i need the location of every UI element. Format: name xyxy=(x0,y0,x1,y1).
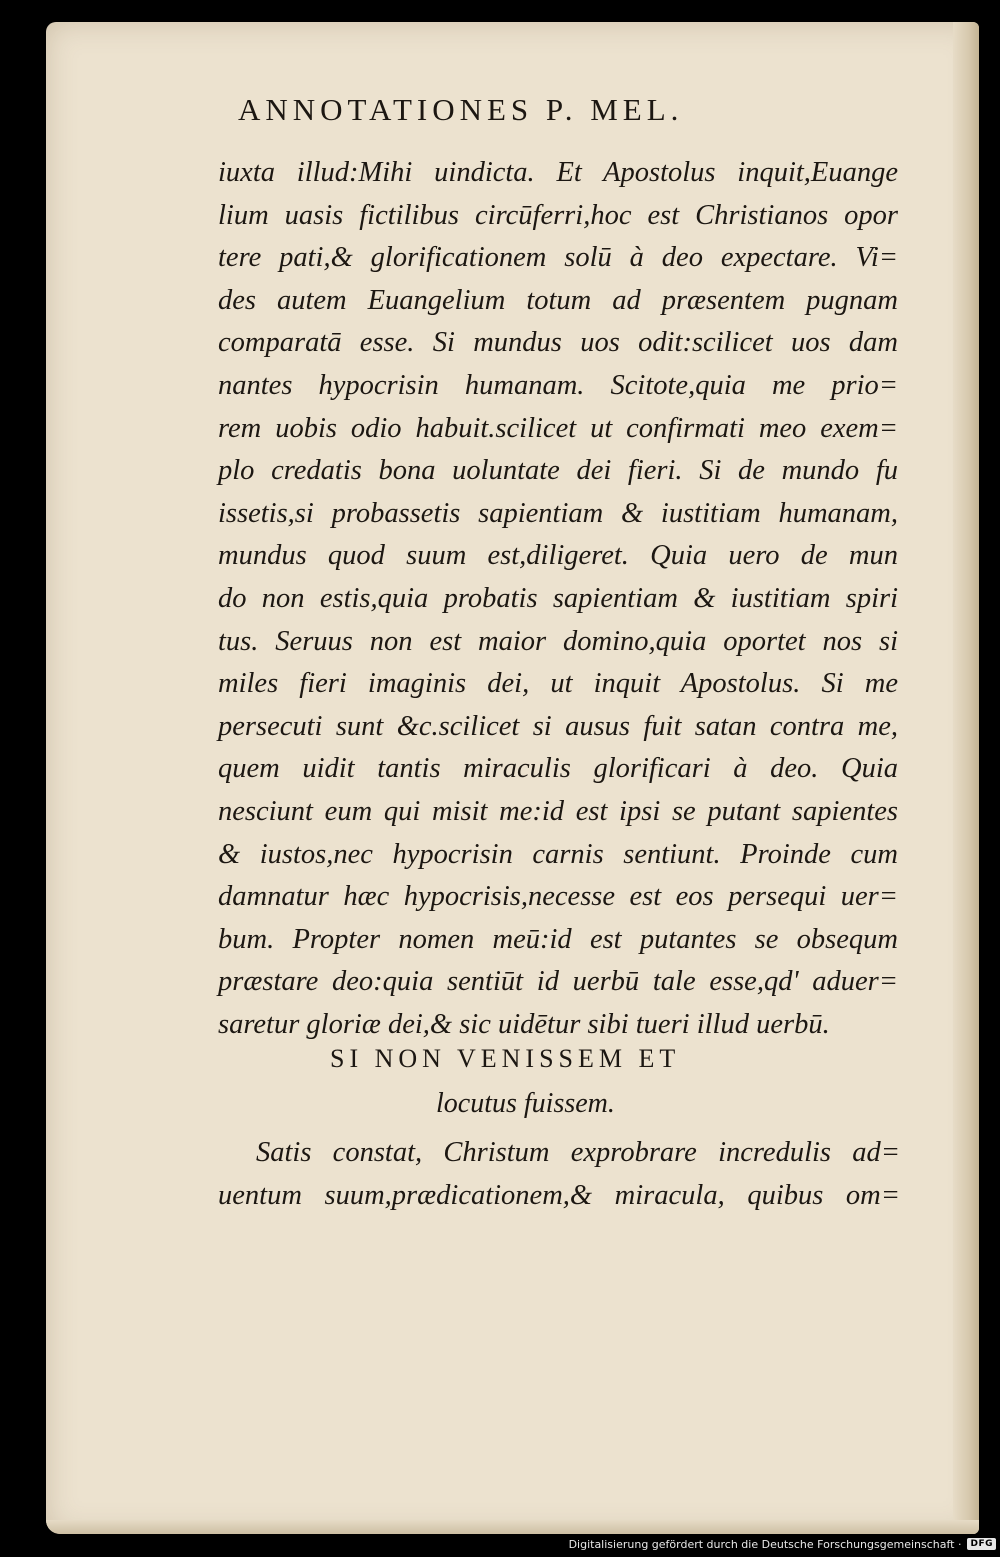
text-line: tere pati,& glorificationem solū à deo expectare. Vi= xyxy=(218,242,898,274)
text-line: comparatā esse. Si mundus uos odit:scilicet uos dam xyxy=(218,327,898,359)
section-subheading: locutus fuissem. xyxy=(436,1088,615,1119)
dfg-logo: DFG xyxy=(967,1538,996,1550)
text-line: do non estis,quia probatis sapientiam & iustitiam spiri xyxy=(218,582,898,614)
credit-text: Digitalisierung gefördert durch die Deutsche Forschungsgemeinschaft · xyxy=(568,1537,962,1551)
text-line: des autem Euangelium totum ad præsentem pugnam xyxy=(218,284,898,316)
text-line: tus. Seruus non est maior domino,quia oportet nos si xyxy=(218,625,898,657)
section-heading: SI NON VENISSEM ET xyxy=(330,1044,681,1073)
text-line: plo credatis bona uoluntate dei fieri. Si de mundo fu xyxy=(218,455,898,487)
body-text xyxy=(218,152,898,1046)
running-head: ANNOTATIONES P. MEL. xyxy=(238,92,684,127)
text-line: quem uidit tantis miraculis glorificari à deo. Quia xyxy=(218,753,898,785)
section-text xyxy=(218,1132,900,1217)
text-line: damnatur hæc hypocrisis,necesse est eos persequi uer= xyxy=(218,881,898,913)
text-line: & iustos,nec hypocrisin carnis sentiunt. Proinde cum xyxy=(218,838,898,870)
digitization-credit xyxy=(569,1534,996,1554)
text-line: miles fieri imaginis dei, ut inquit Apostolus. Si me xyxy=(218,668,898,700)
text-line: uentum suum,prædicationem,& miracula, quibus om= xyxy=(218,1179,900,1211)
text-line: iuxta illud:Mihi uindicta. Et Apostolus inquit,Euange xyxy=(218,157,898,188)
text-line: Satis constat, Christum exprobrare incredulis ad= xyxy=(256,1137,900,1168)
text-line: issetis,si probassetis sapientiam & iustitiam humanam, xyxy=(218,497,898,529)
text-line: mundus quod suum est,diligeret. Quia uero de mun xyxy=(218,540,898,572)
text-line: rem uobis odio habuit.scilicet ut confirmati meo exem= xyxy=(218,412,898,444)
text-line: persecuti sunt &c.scilicet si ausus fuit satan contra me, xyxy=(218,710,898,742)
text-line: nantes hypocrisin humanam. Scitote,quia me prio= xyxy=(218,369,898,401)
text-line: nesciunt eum qui misit me:id est ipsi se putant sapientes xyxy=(218,795,898,827)
page-edge xyxy=(953,22,979,1534)
text-line: præstare deo:quia sentiūt id uerbū tale esse,qd' aduer= xyxy=(218,966,898,998)
text-line: bum. Propter nomen meū:id est putantes se obsequm xyxy=(218,923,898,955)
text-line: lium uasis fictilibus circūferri,hoc est Christianos opor xyxy=(218,199,898,231)
page-edge-bottom xyxy=(46,1520,979,1534)
text-line: saretur gloriæ dei,& sic uidētur sibi tueri illud uerbū. xyxy=(218,1008,830,1040)
